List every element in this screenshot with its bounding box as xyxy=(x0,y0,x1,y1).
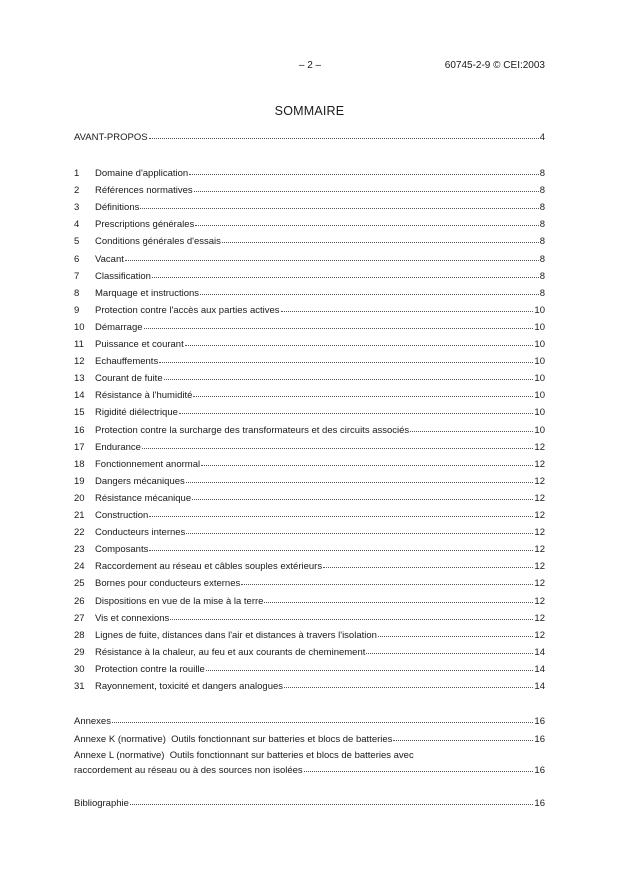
toc-leader-dots xyxy=(159,352,533,363)
toc-label: Puissance et courant xyxy=(95,339,184,350)
toc-leader-dots xyxy=(152,267,539,278)
toc-leader-dots xyxy=(200,284,539,295)
toc-entry-section-8[interactable] xyxy=(74,285,545,299)
toc-label: Dangers mécaniques xyxy=(95,475,185,487)
toc-leader-dots xyxy=(201,455,533,466)
toc-page-number: 16 xyxy=(534,765,545,776)
toc-section-number: 29 xyxy=(74,646,85,658)
toc-entry-annex-k[interactable] xyxy=(74,731,545,745)
toc-section-number: 13 xyxy=(74,373,85,385)
toc-leader-dots xyxy=(125,250,539,261)
toc-section-number: 10 xyxy=(74,321,85,333)
toc-label-line2-row xyxy=(74,762,545,777)
toc-entry-section-21[interactable] xyxy=(74,507,545,521)
toc-leader-dots xyxy=(378,626,534,637)
toc-label: Résistance à la chaleur, au feu et aux courants de cheminement xyxy=(95,646,366,658)
toc-entry-section-4[interactable] xyxy=(74,216,545,230)
toc-section-number: 12 xyxy=(74,356,85,368)
toc-page-number: 10 xyxy=(534,321,545,333)
toc-page-number: 8 xyxy=(539,287,545,299)
toc-label: Dispositions en vue de la mise à la terre xyxy=(95,595,264,607)
toc-page-number: 10 xyxy=(534,304,545,316)
toc-leader-dots xyxy=(186,472,534,483)
toc-leader-dots xyxy=(304,761,534,772)
toc-label: AVANT-PROPOS xyxy=(74,132,148,143)
toc-entry-section-29[interactable] xyxy=(74,644,545,658)
toc-leader-dots xyxy=(284,677,533,688)
toc-entry-section-27[interactable] xyxy=(74,610,545,624)
toc-section-number: 17 xyxy=(74,441,85,453)
page-title: SOMMAIRE xyxy=(274,104,345,118)
page-number: – 2 – xyxy=(298,60,322,71)
toc-section-number: 8 xyxy=(74,287,80,299)
toc-entry-section-9[interactable] xyxy=(74,302,545,316)
toc-entry-section-10[interactable] xyxy=(74,319,545,333)
toc-entry-section-30[interactable] xyxy=(74,661,545,675)
toc-section-number: 18 xyxy=(74,458,85,470)
toc-leader-dots xyxy=(393,730,533,741)
toc-entry-foreword[interactable] xyxy=(74,129,545,143)
toc-page-number: 8 xyxy=(539,253,545,265)
toc-leader-dots xyxy=(130,794,533,805)
toc-label: Protection contre l'accès aux parties actives xyxy=(95,304,280,316)
toc-leader-dots xyxy=(194,181,539,192)
toc-entry-section-15[interactable] xyxy=(74,404,545,418)
toc-page-number: 14 xyxy=(534,646,545,658)
toc-page-number: 10 xyxy=(534,407,545,419)
toc-section-number: 11 xyxy=(74,339,84,350)
toc-entry-section-2[interactable] xyxy=(74,182,545,196)
toc-leader-dots xyxy=(164,369,534,380)
toc-label: Rigidité diélectrique xyxy=(95,407,178,419)
toc-leader-dots xyxy=(206,660,534,671)
toc-entry-section-18[interactable] xyxy=(74,456,545,470)
toc-label: Conditions générales d'essais xyxy=(95,236,221,248)
toc-page-number: 16 xyxy=(534,734,545,745)
toc-leader-dots xyxy=(149,128,539,139)
toc-label: Annexe K (normative) Outils fonctionnant sur batteries et blocs de batteries xyxy=(74,734,393,745)
toc-label: Résistance à l'humidité xyxy=(95,390,193,402)
toc-section-number: 25 xyxy=(74,578,85,590)
toc-section-number: 19 xyxy=(74,475,85,487)
toc-entry-section-16[interactable] xyxy=(74,422,545,436)
toc-leader-dots xyxy=(195,215,538,226)
toc-page-number: 14 xyxy=(534,681,545,692)
toc-section-number: 27 xyxy=(74,612,85,624)
toc-section-number: 20 xyxy=(74,492,85,504)
toc-label: Conducteurs internes xyxy=(95,527,186,539)
toc-section-number: 21 xyxy=(74,510,85,521)
toc-label: Protection contre la surcharge des transformateurs et des circuits associés xyxy=(95,424,410,436)
toc-entry-annexes[interactable] xyxy=(74,713,545,727)
toc-section-number: 5 xyxy=(74,236,80,248)
toc-page-number: 8 xyxy=(539,185,545,197)
toc-section-number: 14 xyxy=(74,390,85,402)
toc-label: Echauffements xyxy=(95,356,159,368)
toc-page-number: 10 xyxy=(534,390,545,402)
toc-section-number: 3 xyxy=(74,202,80,214)
toc-page-number: 10 xyxy=(534,356,545,368)
toc-entry-section-1[interactable] xyxy=(74,165,545,179)
toc-label: Lignes de fuite, distances dans l'air et distances à travers l'isolation xyxy=(95,629,377,641)
toc-section-number: 4 xyxy=(74,219,80,231)
toc-page-number: 4 xyxy=(539,132,545,143)
toc-entry-section-12[interactable] xyxy=(74,353,545,367)
toc-label: Marquage et instructions xyxy=(95,287,200,299)
toc-page-number: 12 xyxy=(534,510,545,521)
toc-leader-dots xyxy=(222,232,539,243)
toc-leader-dots xyxy=(149,506,533,517)
toc-entry-section-17[interactable] xyxy=(74,439,545,453)
toc-label: Domaine d'application xyxy=(95,168,189,179)
toc-leader-dots xyxy=(189,164,539,175)
toc-section-number: 2 xyxy=(74,185,80,197)
toc-leader-dots xyxy=(140,198,538,209)
toc-leader-dots xyxy=(410,421,533,432)
toc-page-number: 10 xyxy=(534,339,545,350)
toc-page-number: 12 xyxy=(534,612,545,624)
toc-section-number: 9 xyxy=(74,304,80,316)
toc-leader-dots xyxy=(192,489,533,500)
toc-section-number: 15 xyxy=(74,407,85,419)
toc-leader-dots xyxy=(144,318,534,329)
toc-label: Bibliographie xyxy=(74,798,129,809)
toc-entry-section-31[interactable] xyxy=(74,678,545,692)
toc-entry-section-22[interactable] xyxy=(74,524,545,538)
toc-section-number: 1 xyxy=(74,168,80,179)
toc-section-number: 31 xyxy=(74,681,85,692)
toc-label: Raccordement au réseau et câbles souples extérieurs xyxy=(95,561,323,573)
toc-page-number: 12 xyxy=(534,561,545,573)
toc-label: Endurance xyxy=(95,441,141,453)
toc-label: Prescriptions générales xyxy=(95,219,195,231)
toc-leader-dots xyxy=(323,557,533,568)
toc-section-number: 7 xyxy=(74,270,80,282)
toc-section-number: 30 xyxy=(74,663,85,675)
toc-entry-section-20[interactable] xyxy=(74,490,545,504)
toc-page-number: 12 xyxy=(534,544,545,556)
toc-label: Protection contre la rouille xyxy=(95,663,205,675)
toc-page-number: 8 xyxy=(539,270,545,282)
toc-leader-dots xyxy=(170,609,533,620)
toc-page-number: 12 xyxy=(534,629,545,641)
toc-page-number: 12 xyxy=(534,527,545,539)
toc-entry-section-6[interactable] xyxy=(74,251,545,265)
toc-page-number: 12 xyxy=(534,458,545,470)
toc-page-number: 12 xyxy=(534,475,545,487)
toc-label: Références normatives xyxy=(95,185,193,197)
toc-entry-section-14[interactable] xyxy=(74,387,545,401)
toc-section-number: 6 xyxy=(74,253,80,265)
toc-section-number: 26 xyxy=(74,595,85,607)
toc-label-line1: Annexe L (normative) Outils fonctionnant sur batteries et blocs de batteries avec xyxy=(74,750,414,761)
toc-leader-dots xyxy=(179,403,534,414)
toc-section-number: 22 xyxy=(74,527,85,539)
toc-entry-annex-l[interactable] xyxy=(74,750,545,777)
toc-page-number: 8 xyxy=(539,219,545,231)
toc-entry-section-24[interactable] xyxy=(74,558,545,572)
toc-section-number: 28 xyxy=(74,629,85,641)
toc-label: Annexes xyxy=(74,716,111,727)
toc-label: Fonctionnement anormal xyxy=(95,458,201,470)
toc-leader-dots xyxy=(142,438,533,449)
toc-entry-section-7[interactable] xyxy=(74,268,545,282)
toc-page-number: 8 xyxy=(539,236,545,248)
toc-leader-dots xyxy=(185,335,534,346)
toc-leader-dots xyxy=(366,643,533,654)
toc-label: Courant de fuite xyxy=(95,373,163,385)
toc-leader-dots xyxy=(149,540,533,551)
toc-entry-section-3[interactable] xyxy=(74,199,545,213)
toc-entry-section-19[interactable] xyxy=(74,473,545,487)
toc-label: Rayonnement, toxicité et dangers analogues xyxy=(95,681,284,692)
toc-entry-section-5[interactable] xyxy=(74,233,545,247)
toc-leader-dots xyxy=(186,523,533,534)
toc-leader-dots xyxy=(241,574,533,585)
toc-label: Composants xyxy=(95,544,149,556)
toc-label: Construction xyxy=(95,510,149,521)
toc-page-number: 12 xyxy=(534,492,545,504)
toc-label-line2: raccordement au réseau ou à des sources non isolées xyxy=(74,765,303,776)
toc-entry-section-11[interactable] xyxy=(74,336,545,350)
document-reference: 60745-2-9 © CEI:2003 xyxy=(444,60,545,71)
toc-label: Résistance mécanique xyxy=(95,492,192,504)
toc-leader-dots xyxy=(264,592,533,603)
toc-label: Définitions xyxy=(95,202,140,214)
toc-entry-section-23[interactable] xyxy=(74,541,545,555)
toc-entry-section-25[interactable] xyxy=(74,575,545,589)
toc-label: Classification xyxy=(95,270,151,282)
toc-leader-dots xyxy=(281,301,534,312)
toc-page-number: 10 xyxy=(534,424,545,436)
toc-page-number: 8 xyxy=(539,202,545,214)
toc-page-number: 8 xyxy=(539,168,545,179)
toc-section-number: 24 xyxy=(74,561,85,573)
toc-entry-section-13[interactable] xyxy=(74,370,545,384)
toc-section-number: 16 xyxy=(74,424,85,436)
toc-page-number: 16 xyxy=(534,716,545,727)
toc-entry-bibliography[interactable] xyxy=(74,795,545,809)
toc-label: Vis et connexions xyxy=(95,612,170,624)
toc-label: Bornes pour conducteurs externes xyxy=(95,578,241,590)
toc-page-number: 10 xyxy=(534,373,545,385)
toc-leader-dots xyxy=(193,386,533,397)
toc-page-number: 12 xyxy=(534,441,545,453)
toc-section-number: 23 xyxy=(74,544,85,556)
toc-leader-dots xyxy=(112,712,533,723)
toc-page-number: 16 xyxy=(534,798,545,809)
toc-page-number: 14 xyxy=(534,663,545,675)
toc-entry-section-26[interactable] xyxy=(74,593,545,607)
toc-page-number: 12 xyxy=(534,595,545,607)
toc-page-number: 12 xyxy=(534,578,545,590)
toc-label: Démarrage xyxy=(95,321,143,333)
toc-entry-section-28[interactable] xyxy=(74,627,545,641)
toc-label: Vacant xyxy=(95,253,124,265)
